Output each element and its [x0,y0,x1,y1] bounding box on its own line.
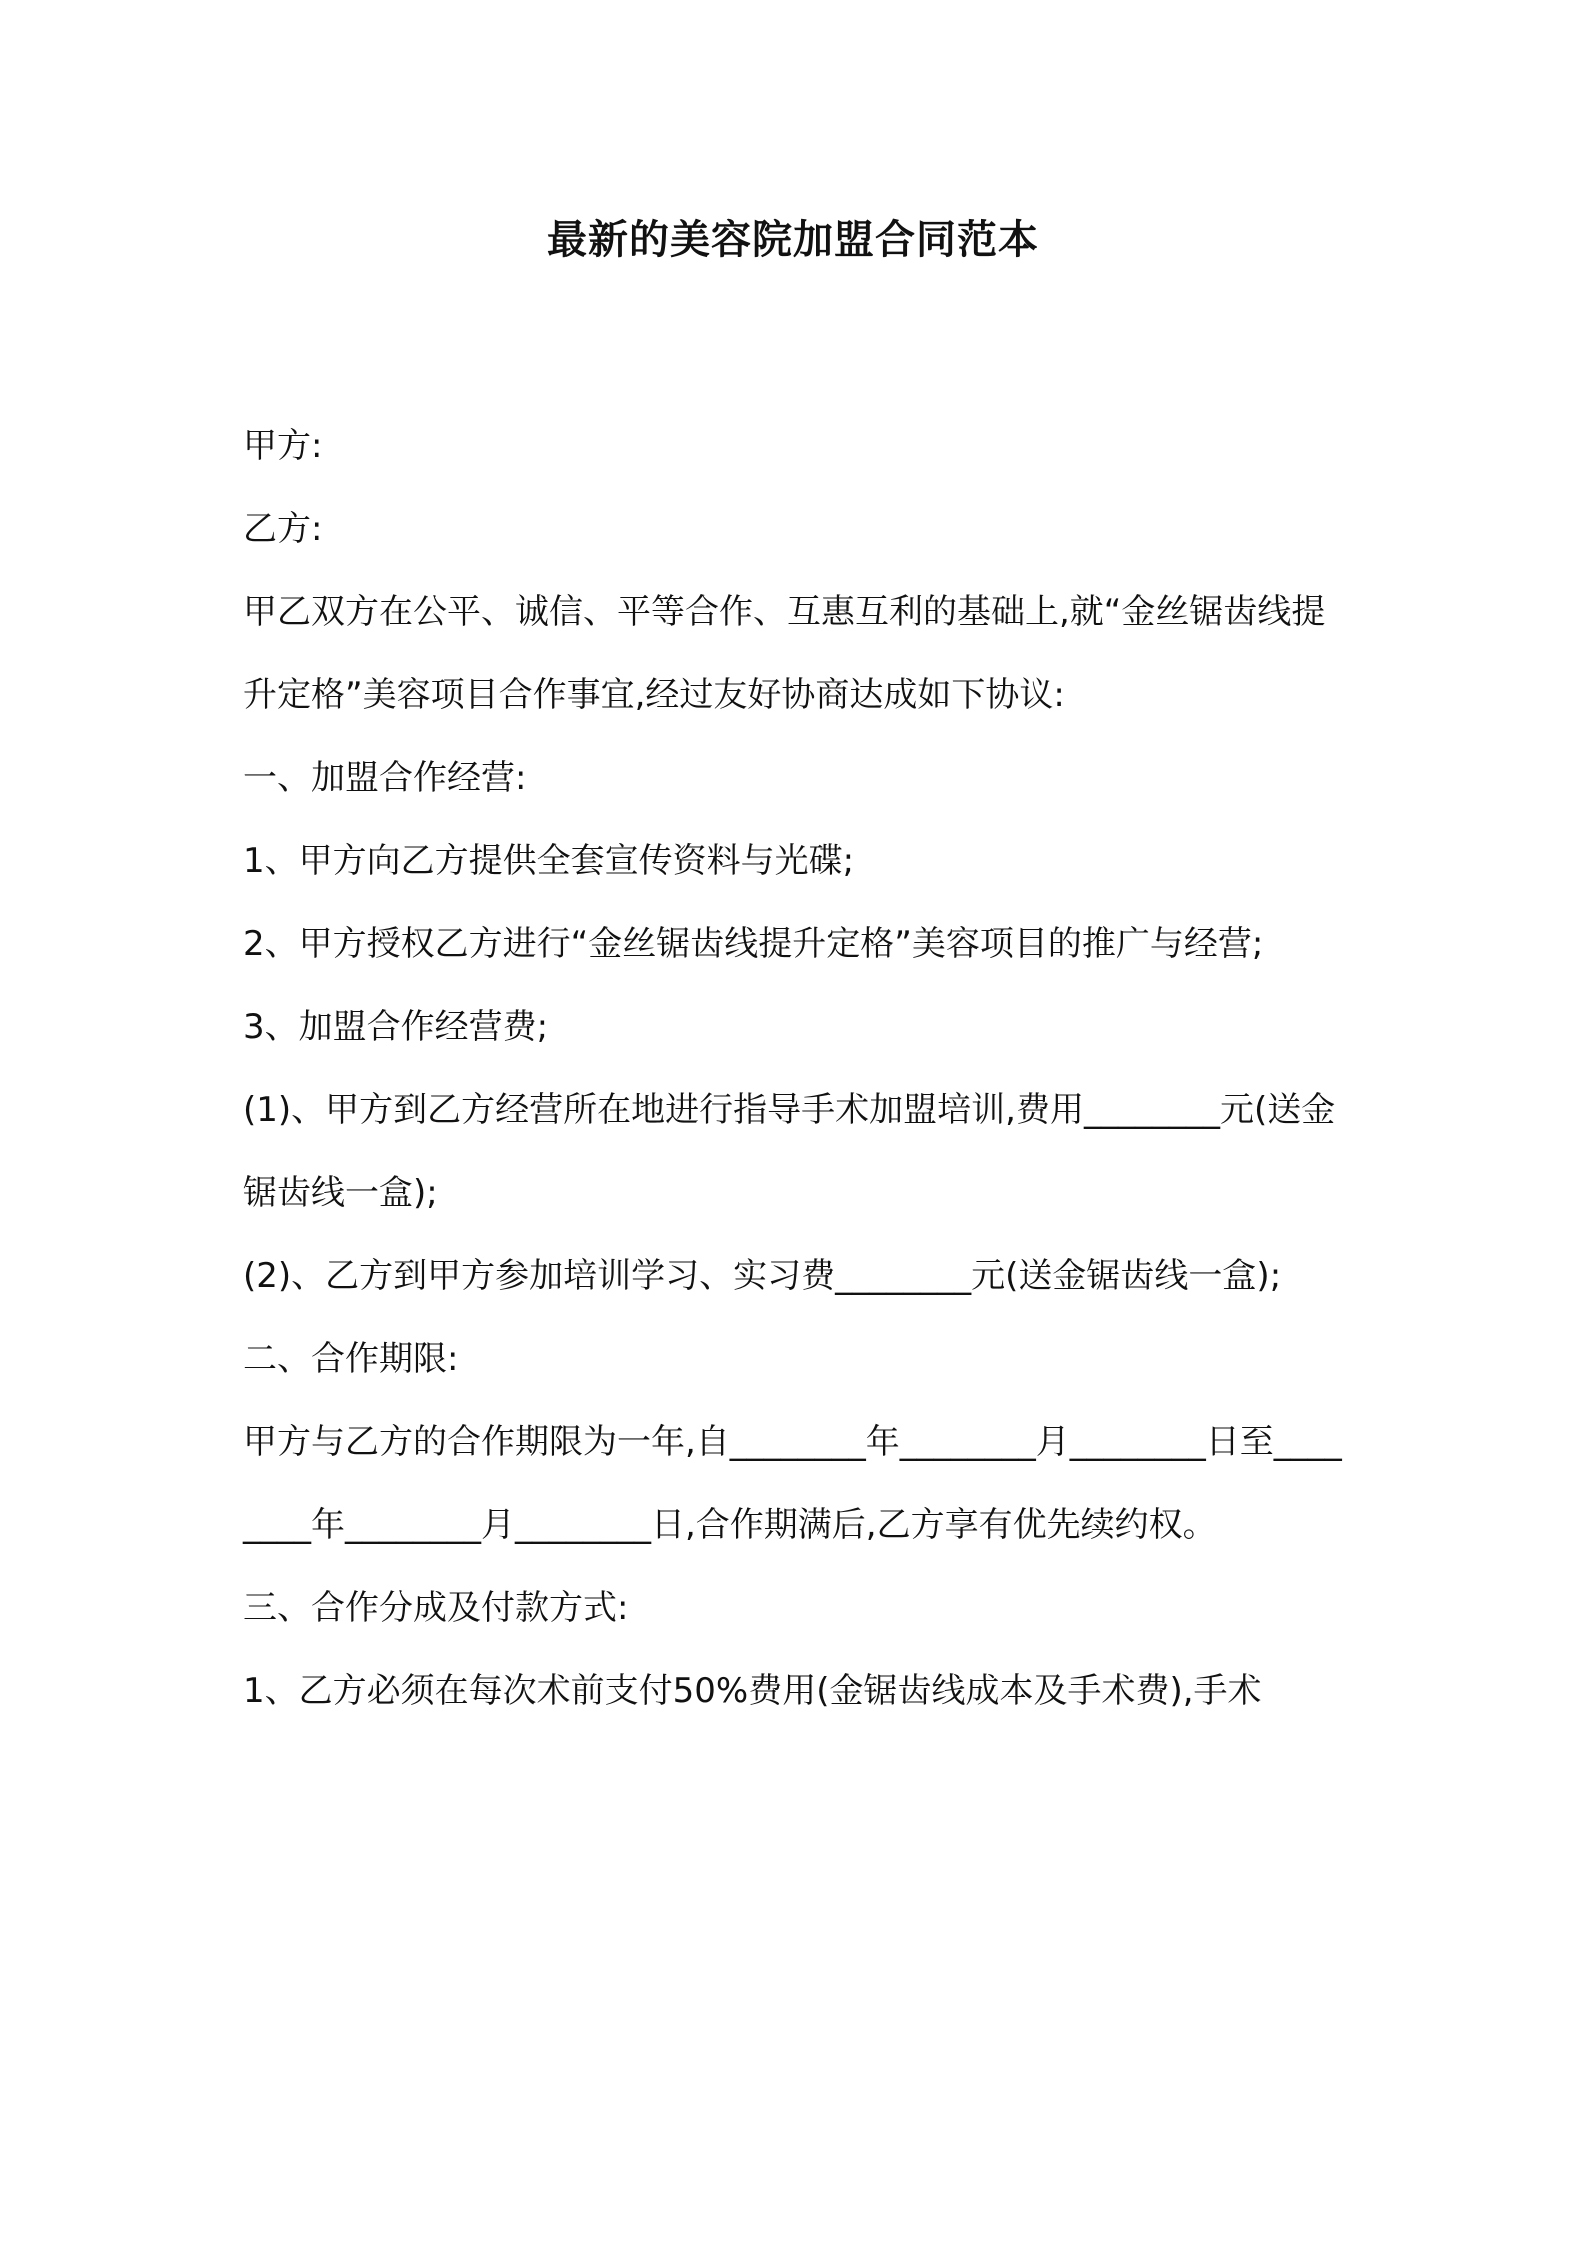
clause-3-1: 1、乙方必须在每次术前支付50%费用(金锯齿线成本及手术费),手术 [243,1671,1262,1711]
document-body [243,405,1353,1733]
party-b-line: 乙方: [243,509,323,549]
clause-1-3-1: (1)、甲方到乙方经营所在地进行指导手术加盟培训,费用________元(送金锯齿线一盒); [243,1090,1336,1213]
section-heading-1: 一、加盟合作经营: [243,758,527,798]
clause-1-2: 2、甲方授权乙方进行“金丝锯齿线提升定格”美容项目的推广与经营; [243,924,1264,964]
clause-1-3-2: (2)、乙方到甲方参加培训学习、实习费________元(送金锯齿线一盒); [243,1256,1282,1296]
clause-1-1: 1、甲方向乙方提供全套宣传资料与光碟; [243,841,855,881]
section-heading-3: 三、合作分成及付款方式: [243,1588,629,1628]
party-a-line: 甲方: [243,426,323,466]
document-title: 最新的美容院加盟合同范本 [547,217,1039,263]
section-heading-2: 二、合作期限: [243,1339,459,1379]
term-paragraph: 甲方与乙方的合作期限为一年,自________年________月________日至________年________月________日,合作期满后,乙方享有优先续约权。 [243,1422,1342,1545]
clause-1-3: 3、加盟合作经营费; [243,1007,549,1047]
preamble-paragraph: 甲乙双方在公平、诚信、平等合作、互惠互利的基础上,就“金丝锯齿线提升定格”美容项目合作事宜,经过友好协商达成如下协议: [243,592,1326,715]
